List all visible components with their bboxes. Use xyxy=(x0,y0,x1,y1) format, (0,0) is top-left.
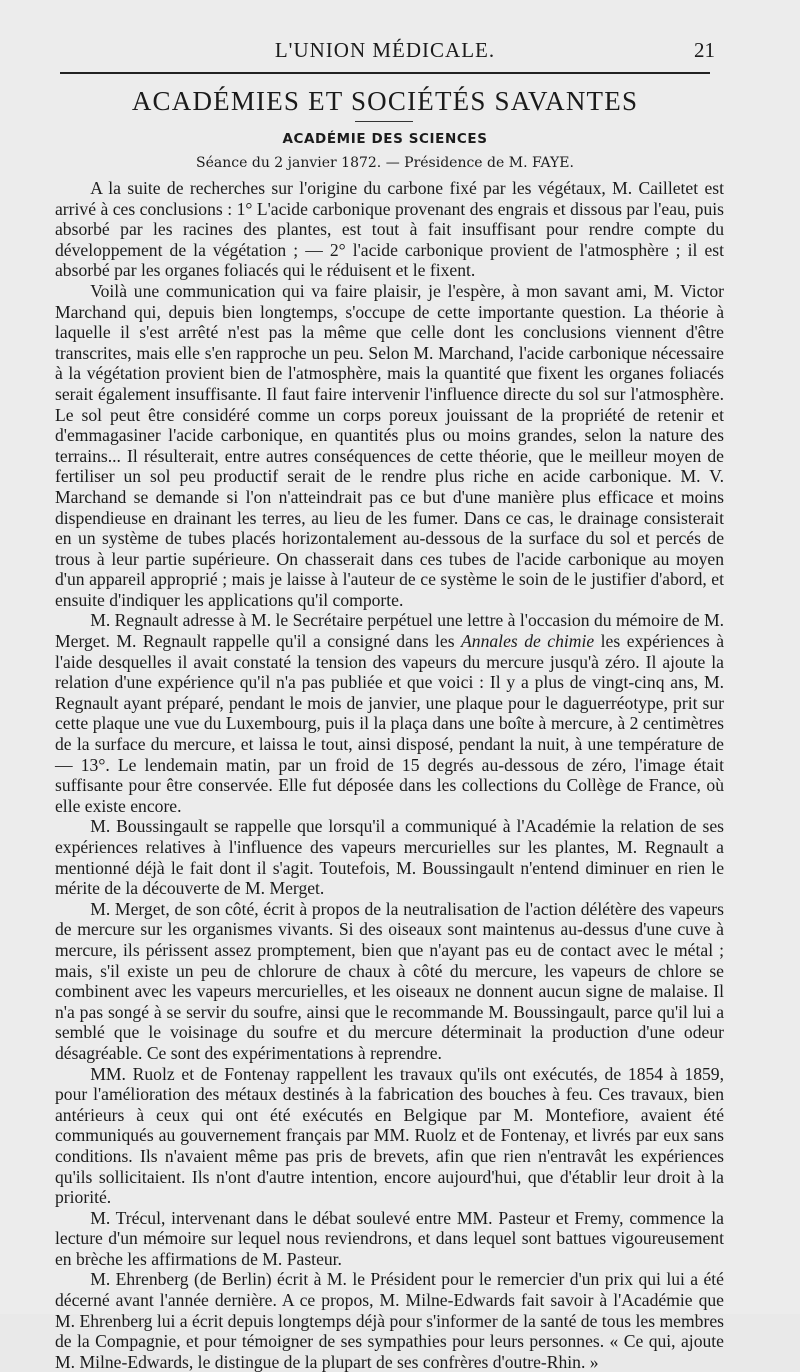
journal-title-annales: Annales de chimie xyxy=(461,631,595,652)
article-body xyxy=(55,178,724,1372)
paragraph-ruolz-fontenay: MM. Ruolz et de Fontenay rappellent les travaux qu'ils ont exécutés, de 1854 à 1859, pour l'amélioration des métaux destinés à la fabrication des bouches à feu. Ces travaux, bien antérieurs à ceux qui ont été exécutés en Belgique par M. Montefiore, avaient été communiqués au gouvernement français par MM. Ruolz et de Fontenay, et livrés par eux sans conditions. Ils n'avaient même pas pris de brevets, afin que rien n'entravât les expériences qu'ils sollicitaient. Ils n'ont d'autre intention, encore aujourd'hui, que d'établir leur droit à la priorité. xyxy=(55,1063,724,1208)
paragraph-cailletet: A la suite de recherches sur l'origine du carbone fixé par les végétaux, M. Cailletet est arrivé à ces conclusions : 1° L'acide carbonique provenant des engrais et dissous par l'eau, puis absorbé par les racines des plantes, est tout à fait insuffisant pour rendre compte du développement de la végétation ; — 2° l'acide carbonique provient de l'atmosphère ; il est absorbé par les organes foliacés qui le réduisent et le fixent. xyxy=(55,178,724,281)
paragraph-regnault-end: les expériences à l'aide desquelles il avait constaté la tension des vapeurs du mercure jusqu'à zéro. Il ajoute la relation d'une expérience qu'il n'a pas publiée et que voici : Il y a plus de vingt-cinq ans, M. Regnault ayant préparé, pendant le mois de janvier, une plaque pour le daguerréotype, prit sur cette plaque une vue du Luxembourg, puis il la plaça dans une boîte à mercure, à 2 centimètres de la surface du mercure, et laissa le tout, ainsi disposé, pendant la nuit, à une température de — 13°. Le lendemain matin, par un froid de 15 degrés au-dessous de zéro, l'image était suffisante pour être conservée. Elle fut déposée dans les collections du Collège de France, où elle existe encore. xyxy=(55,631,724,816)
paragraph-trecul: M. Trécul, intervenant dans le débat soulevé entre MM. Pasteur et Fremy, commence la lecture d'un mémoire sur lequel nous reviendrons, et dans lequel sont battues vigoureusement en brèche les affirmations de M. Pasteur. xyxy=(55,1207,724,1269)
section-title: ACADÉMIES ET SOCIÉTÉS SAVANTES xyxy=(131,86,639,116)
paragraph-regnault xyxy=(55,610,724,816)
paragraph-regnault-start: M. Regnault adresse à M. le Secrétaire perpétuel une lettre à l'occasion du mémoire de M. Merget. M. Regnault rappelle qu'il a consigné dans les xyxy=(55,610,724,652)
header-rule xyxy=(60,72,710,74)
paragraph-marchand: Voilà une communication qui va faire plaisir, je l'espère, à mon savant ami, M. Victor Marchand qui, depuis bien longtemps, s'occupe de cette importante question. La théorie à laquelle il s'est arrêté n'est pas la même que celle dont les conclusions viennent d'être transcrites, mais elle s'en rapproche un peu. Selon M. Marchand, l'acide carbonique nécessaire à la végétation provient bien de l'atmosphère, mais la quantité que fixent les organes foliacés serait également insuffisante. Il faut faire intervenir l'influence directe du sol sur l'atmosphère. Le sol peut être considéré comme un corps poreux jouissant de la propriété de retenir et d'emmagasiner l'acide carbonique, en quantités plus ou moins grandes, selon la nature des terrains... Il résulterait, entre autres conséquences de cette théorie, que le meilleur moyen de fertiliser un sol peu productif serait de le rendre plus riche en acide carbonique. M. V. Marchand se demande si l'on n'atteindrait pas ce but d'une manière plus efficace et moins dispendieuse en drainant les terres, au lieu de les fumer. Dans ce cas, le drainage consisterait en un système de tubes placés horizontalement au-dessous de la surface du sol et percés de trous à leur partie supérieure. On chasserait dans ces tubes de l'acide carbonique au moyen d'un appareil approprié ; mais je laisse à l'auteur de ce système le soin de le justifier d'abord, et ensuite d'indiquer les applications qu'il comporte. xyxy=(55,280,724,610)
running-title: L'UNION MÉDICALE. xyxy=(274,38,496,62)
running-head xyxy=(55,38,715,66)
paragraph-boussingault: M. Boussingault se rappelle que lorsqu'il a communiqué à l'Académie la relation de ses expériences relatives à l'influence des vapeurs mercurielles sur les plantes, M. Regnault a mentionné déjà le fait dont il s'agit. Toutefois, M. Boussingault n'entend diminuer en rien le mérite de la découverte de M. Merget. xyxy=(55,816,724,899)
section-divider xyxy=(355,121,413,122)
session-line: Séance du 2 janvier 1872. — Présidence de M. FAYE. xyxy=(196,155,574,171)
paragraph-merget: M. Merget, de son côté, écrit à propos de la neutralisation de l'action délétère des vapeurs de mercure sur les organismes vivants. Si des oiseaux sont maintenus au-dessus d'une cuve à mercure, ils périssent assez promptement, bien que n'ayant pas eu de contact avec le métal ; mais, s'il existe un peu de chlorure de chaux à côté du mercure, les vapeurs de chlore se combinent avec les vapeurs mercurielles, et les oiseaux ne donnent aucun signe de malaise. Il n'a pas songé à se servir du soufre, ainsi que le recommande M. Boussingault, parce qu'il lui a semblé que le voisinage du soufre et du mercure déterminait la production d'une odeur désagréable. Ce sont des expérimentations à reprendre. xyxy=(55,898,724,1063)
page-number: 21 xyxy=(694,38,715,62)
paragraph-ehrenberg: M. Ehrenberg (de Berlin) écrit à M. le Président pour le remercier d'un prix qui lui a été décerné avant l'année dernière. A ce propos, M. Milne-Edwards fait savoir à l'Académie que M. Ehrenberg lui a écrit depuis longtemps déjà pour s'informer de la santé de tous les membres de la Compagnie, et pour témoigner de ses sympathies pour leurs personnes. « Ce qui, ajoute M. Milne-Edwards, le distingue de la plupart de ses confrères d'outre-Rhin. » xyxy=(55,1269,724,1372)
subsection-title: ACADÉMIE DES SCIENCES xyxy=(282,131,488,147)
